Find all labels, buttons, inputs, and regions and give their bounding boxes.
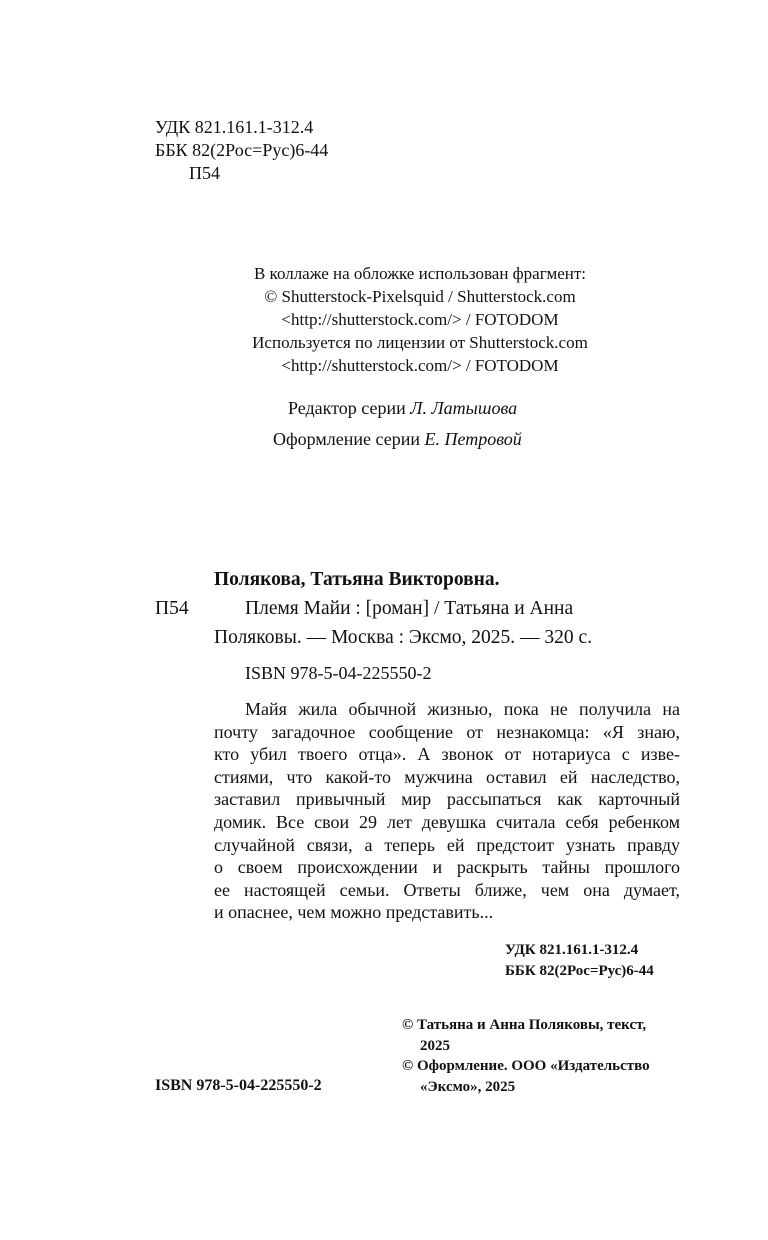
annotation-line: заставил привычный мир рассыпаться как карточный: [214, 789, 680, 810]
annotation-line: ее настоящей семьи. Ответы ближе, чем она думает,: [214, 879, 680, 900]
cover-credit-line: Используется по лицензии от Shutterstock.com: [252, 333, 588, 352]
annotation-line: Майя жила обычной жизнью, пока не получила на: [245, 699, 680, 719]
author-mark-top: П54: [189, 163, 220, 183]
copyright-design-line1: © Оформление. ООО «Издательство: [402, 1058, 650, 1074]
annotation-line: и опаснее, чем можно представить...: [214, 902, 494, 923]
entry-isbn: ISBN 978-5-04-225550-2: [245, 663, 432, 683]
udk-code-bottom: УДК 821.161.1-312.4: [505, 942, 639, 958]
annotation-line: домик. Все свои 29 лет девушка считала себя ребенком: [214, 811, 680, 832]
cover-credit-line: <http://shutterstock.com/> / FOTODOM: [281, 310, 559, 329]
series-design-name: Е. Петровой: [424, 429, 522, 449]
series-editor-label: Редактор серии: [288, 398, 406, 418]
cover-credits: [180, 262, 660, 377]
entry-author: Полякова, Татьяна Викторовна.: [214, 569, 500, 590]
annotation-line: стиями, что какой-то мужчина оставил ей наследство,: [214, 766, 680, 787]
annotation: [214, 698, 680, 924]
entry-mark: П54: [155, 598, 189, 619]
bbk-code-top: ББК 82(2Рос=Рус)6-44: [155, 140, 329, 160]
cover-credit-line: © Shutterstock-Pixelsquid / Shutterstock.com: [264, 287, 576, 306]
bbk-code-bottom: ББК 82(2Рос=Рус)6-44: [505, 963, 654, 979]
annotation-line: случайной связи, а теперь ей предстоит узнать правду: [214, 834, 680, 855]
udk-code-top: УДК 821.161.1-312.4: [155, 117, 314, 137]
isbn-bottom: ISBN 978-5-04-225550-2: [155, 1077, 322, 1094]
series-editor: [288, 396, 517, 420]
annotation-line: кто убил твоего отца». А звонок от нотариуса с изве-: [214, 744, 680, 765]
entry-title-line1: Племя Майи : [роман] / Татьяна и Анна: [245, 598, 574, 619]
annotation-line: почту загадочное сообщение от незнакомца: «Я знаю,: [214, 721, 680, 742]
entry-title-line2: Поляковы. — Москва : Эксмо, 2025. — 320 с.: [214, 627, 593, 648]
annotation-line: о своем происхождении и раскрыть тайны прошлого: [214, 857, 680, 878]
series-editor-name: Л. Латышова: [410, 398, 518, 418]
copyright-text-line2: 2025: [420, 1038, 450, 1054]
series-design-label: Оформление серии: [273, 429, 420, 449]
copyright-design-line2: «Эксмо», 2025: [420, 1079, 516, 1095]
copyright-text-line1: © Татьяна и Анна Поляковы, текст,: [402, 1017, 647, 1033]
cover-credit-line: В коллаже на обложке использован фрагмент:: [253, 264, 587, 283]
series-design: [273, 427, 522, 451]
cover-credit-line: <http://shutterstock.com/> / FOTODOM: [281, 356, 559, 375]
